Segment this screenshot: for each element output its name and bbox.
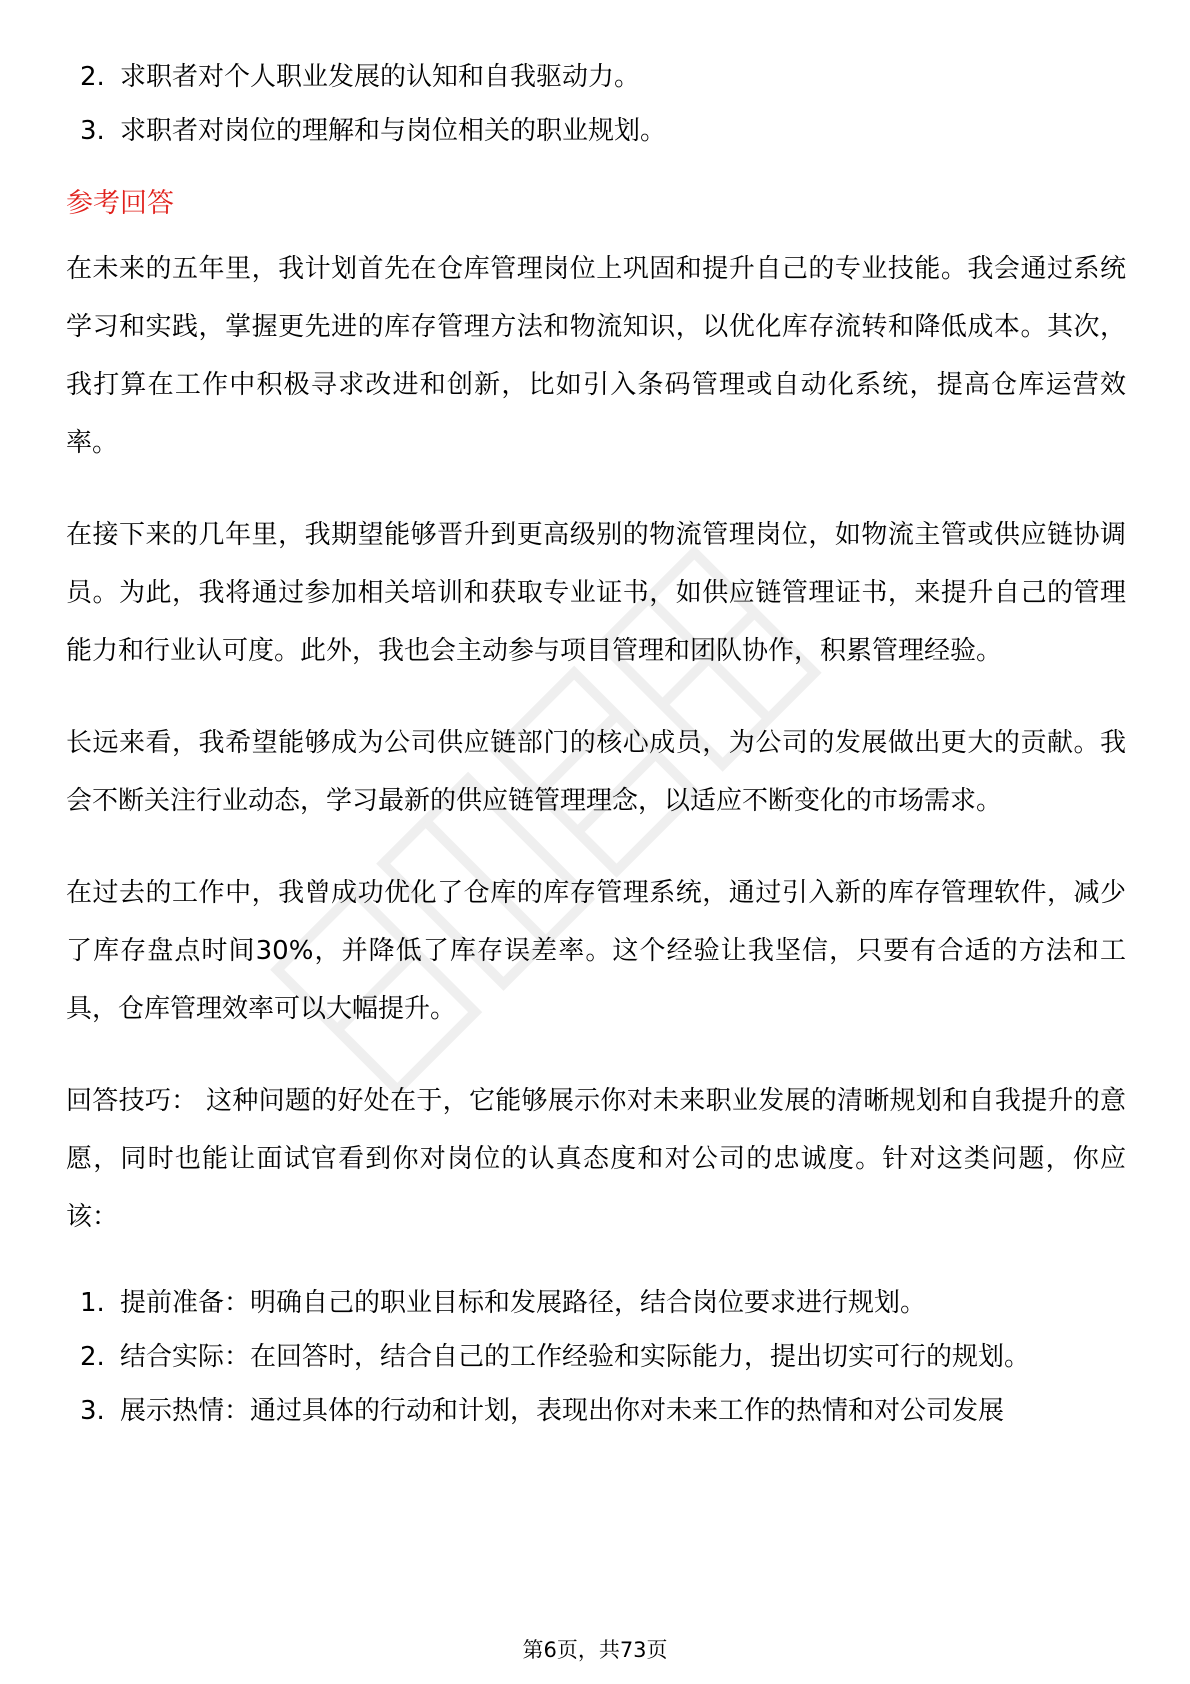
tips-intro-paragraph: 回答技巧： 这种问题的好处在于，它能够展示你对未来职业发展的清晰规划和自我提升的意愿，同时也能让面试官看到你对岗位的认真态度和对公司的忠诚度。针对这类问题，你应该： (66, 1086, 1126, 1232)
list-number: 2. (80, 1342, 105, 1372)
tips-list (66, 1276, 1126, 1438)
list-text: 提前准备：明确自己的职业目标和发展路径，结合岗位要求进行规划。 (120, 1288, 927, 1318)
list-item (66, 50, 1126, 104)
list-text: 求职者对岗位的理解和与岗位相关的职业规划。 (120, 116, 667, 146)
page-footer: 第6页，共73页 (522, 1638, 668, 1662)
criteria-list (66, 50, 1126, 158)
answer-paragraph: 在过去的工作中，我曾成功优化了仓库的库存管理系统，通过引入新的库存管理软件，减少了库存盘点时间30%，并降低了库存误差率。这个经验让我坚信，只要有合适的方法和工具，仓库管理效率可以大幅提升。 (66, 878, 1126, 1024)
list-item (66, 1330, 1126, 1384)
list-text: 展示热情：通过具体的行动和计划，表现出你对未来工作的热情和对公司发展 (120, 1396, 1005, 1426)
answer-paragraph: 在未来的五年里，我计划首先在仓库管理岗位上巩固和提升自己的专业技能。我会通过系统学习和实践，掌握更先进的库存管理方法和物流知识，以优化库存流转和降低成本。其次，我打算在工作中积极寻求改进和创新，比如引入条码管理或自动化系统，提高仓库运营效率。 (66, 254, 1126, 458)
document-body (66, 50, 1126, 1438)
section-title: 参考回答 (66, 188, 174, 219)
answer-paragraph: 长远来看，我希望能够成为公司供应链部门的核心成员，为公司的发展做出更大的贡献。我会不断关注行业动态，学习最新的供应链管理理念，以适应不断变化的市场需求。 (66, 728, 1126, 816)
list-number: 3. (80, 116, 105, 146)
list-item (66, 1276, 1126, 1330)
list-item (66, 104, 1126, 158)
list-number: 3. (80, 1396, 105, 1426)
list-item (66, 1384, 1126, 1438)
list-number: 2. (80, 62, 105, 92)
list-text: 结合实际：在回答时，结合自己的工作经验和实际能力，提出切实可行的规划。 (120, 1342, 1031, 1372)
answer-paragraph: 在接下来的几年里，我期望能够晋升到更高级别的物流管理岗位，如物流主管或供应链协调员。为此，我将通过参加相关培训和获取专业证书，如供应链管理证书，来提升自己的管理能力和行业认可度。此外，我也会主动参与项目管理和团队协作，积累管理经验。 (66, 520, 1126, 666)
list-text: 求职者对个人职业发展的认知和自我驱动力。 (120, 62, 641, 92)
list-number: 1. (80, 1288, 105, 1318)
